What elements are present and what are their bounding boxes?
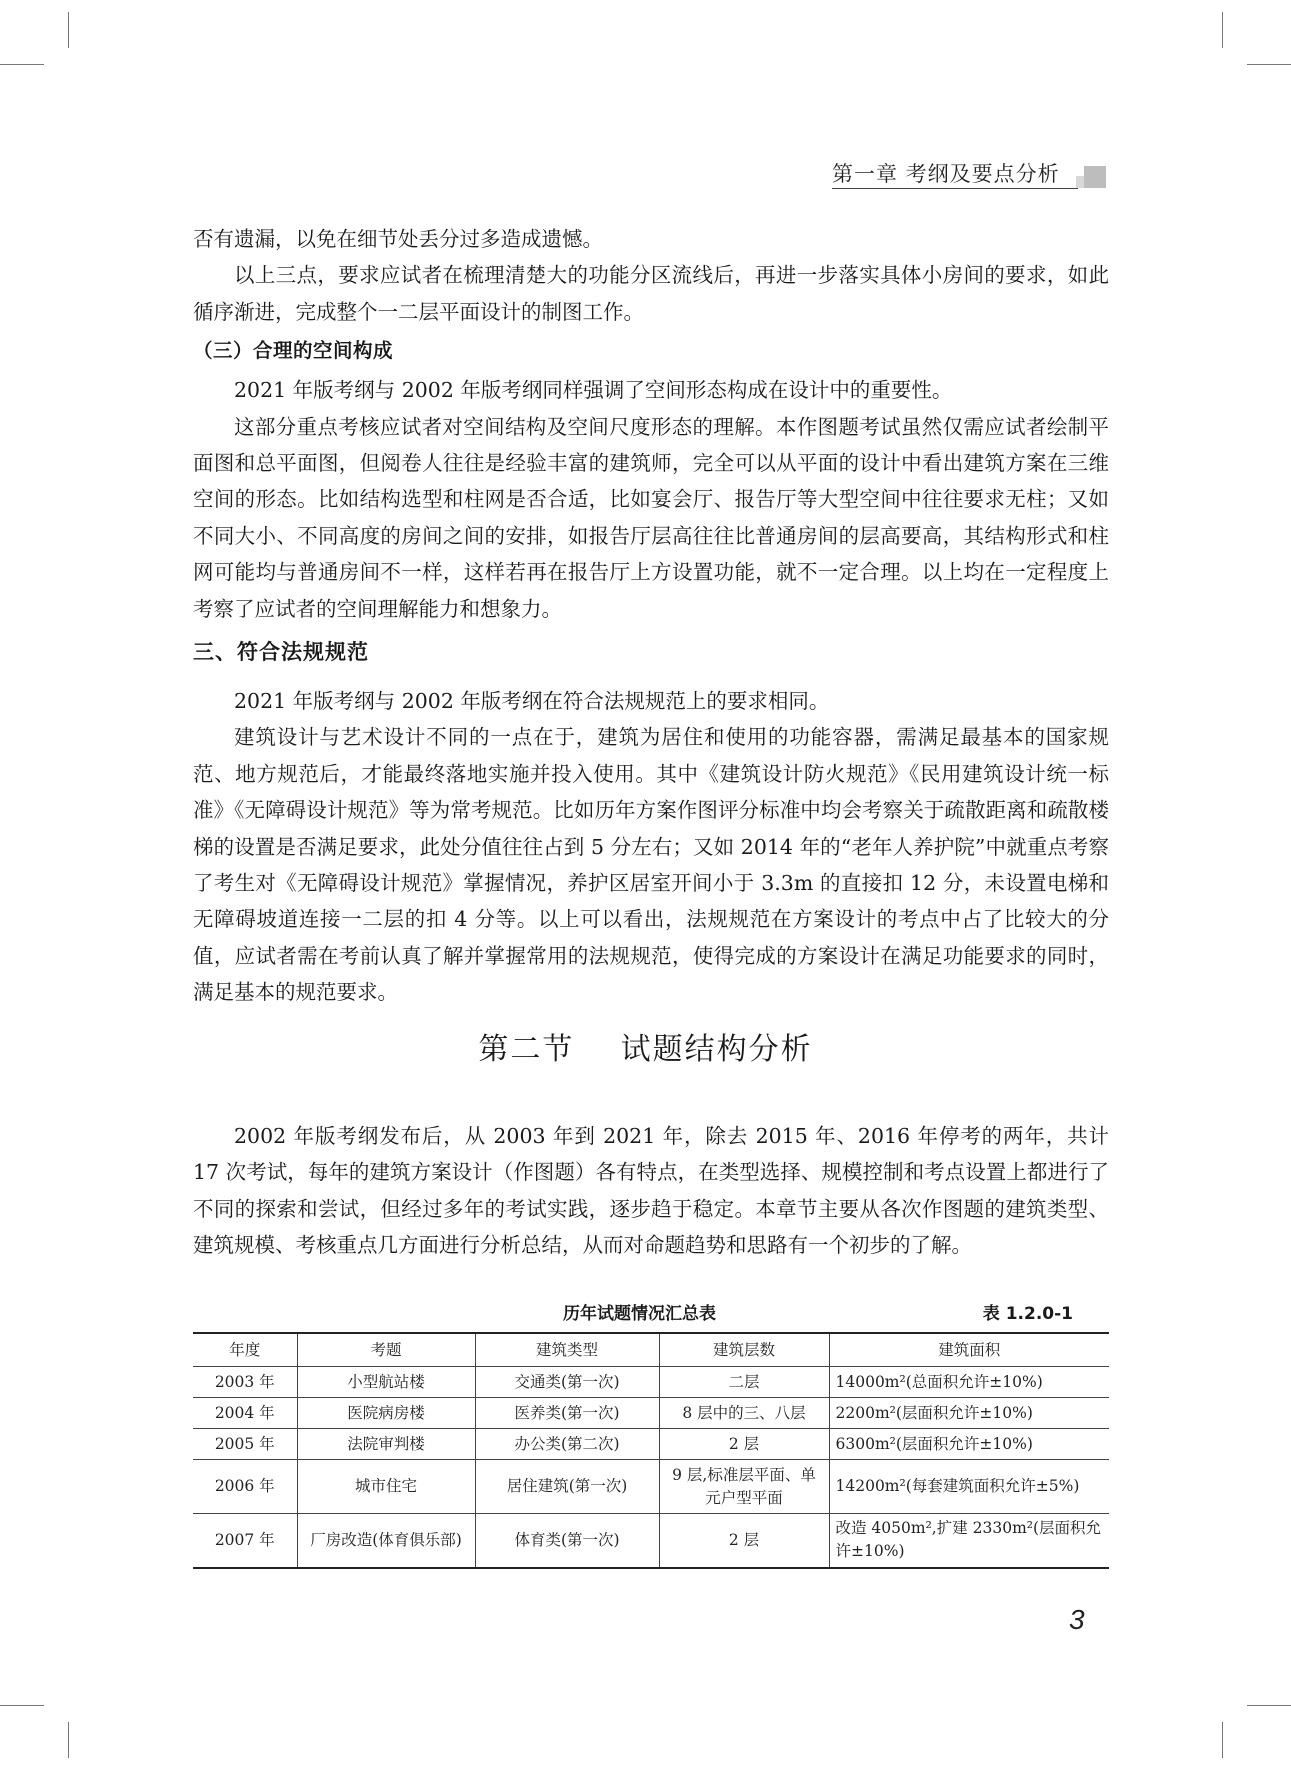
cell-year: 2007 年 <box>193 1514 297 1568</box>
paragraph: 以上三点，要求应试者在梳理清楚大的功能分区流线后，再进一步落实具体小房间的要求，如此循序渐进，完成整个一二层平面设计的制图工作。 <box>193 263 1109 324</box>
table-title: 历年试题情况汇总表 <box>563 1304 716 1324</box>
paragraph: 2002 年版考纲发布后，从 2003 年到 2021 年，除去 2015 年、2016 年停考的两年，共计 17 次考试，每年的建筑方案设计（作图题）各有特点，在类型选择、规模控制和考点设置上都进行了不同的探索和尝试，但经过多年的考试实践，逐步趋于稳定。本章节主要从各次作图题的建筑类型、建筑规模、考核重点几方面进行分析总结，从而对命题趋势和思路有一个初步的了解。 <box>193 1124 1109 1258</box>
running-head-ornament <box>1084 166 1106 188</box>
crop-mark <box>68 12 69 48</box>
cell-area: 2200m²(层面积允许±10%) <box>829 1398 1109 1429</box>
cell-year: 2006 年 <box>193 1460 297 1514</box>
cell-type: 交通类(第一次) <box>475 1367 659 1398</box>
section-law <box>193 633 1109 671</box>
cell-area: 14000m²(总面积允许±10%) <box>829 1367 1109 1398</box>
paragraph: 2021 年版考纲与 2002 年版考纲在符合法规规范上的要求相同。 <box>234 689 830 713</box>
chapter-title <box>0 1024 1291 1068</box>
cell-type: 居住建筑(第一次) <box>475 1460 659 1514</box>
cell-year: 2005 年 <box>193 1429 297 1460</box>
cell-area: 14200m²(每套建筑面积允许±5%) <box>829 1460 1109 1514</box>
history-table <box>193 1332 1109 1569</box>
crop-mark <box>68 1722 69 1758</box>
crop-mark <box>0 1705 44 1706</box>
cell-area: 改造 4050m²,扩建 2330m²(层面积允许±10%) <box>829 1514 1109 1568</box>
cell-floors: 2 层 <box>659 1514 829 1568</box>
column-header: 年度 <box>193 1333 297 1367</box>
cell-year: 2003 年 <box>193 1367 297 1398</box>
table-row <box>193 1514 1109 1568</box>
cell-type: 办公类(第二次) <box>475 1429 659 1460</box>
body-text <box>193 221 1109 627</box>
table-row <box>193 1367 1109 1398</box>
crop-mark <box>1247 64 1291 65</box>
crop-mark <box>1247 1705 1291 1706</box>
cell-floors: 8 层中的三、八层 <box>659 1398 829 1429</box>
running-head <box>832 158 1114 188</box>
crop-mark <box>1222 12 1223 48</box>
column-header: 建筑层数 <box>659 1333 829 1367</box>
table-row <box>193 1460 1109 1514</box>
body-text <box>193 1118 1109 1264</box>
chapter-title-text: 第二节 试题结构分析 <box>478 1032 813 1067</box>
crop-mark <box>0 64 44 65</box>
cell-topic: 小型航站楼 <box>297 1367 475 1398</box>
cell-area: 6300m²(层面积允许±10%) <box>829 1429 1109 1460</box>
table-caption <box>193 1299 1109 1325</box>
column-header: 考题 <box>297 1333 475 1367</box>
cell-topic: 医院病房楼 <box>297 1398 475 1429</box>
running-head-text: 第一章 考纲及要点分析 <box>832 162 1060 186</box>
table-header-row <box>193 1333 1109 1367</box>
cell-type: 医养类(第一次) <box>475 1398 659 1429</box>
body-text <box>193 683 1109 1011</box>
cell-topic: 厂房改造(体育俱乐部) <box>297 1514 475 1568</box>
paragraph: 2021 年版考纲与 2002 年版考纲同样强调了空间形态构成在设计中的重要性。 <box>234 378 953 403</box>
cell-floors: 2 层 <box>659 1429 829 1460</box>
cell-topic: 法院审判楼 <box>297 1429 475 1460</box>
cell-year: 2004 年 <box>193 1398 297 1429</box>
table-row <box>193 1398 1109 1429</box>
cell-topic: 城市住宅 <box>297 1460 475 1514</box>
page-number: 3 <box>1069 1604 1085 1635</box>
cell-floors: 9 层,标准层平面、单元户型平面 <box>659 1460 829 1514</box>
table-row <box>193 1429 1109 1460</box>
paragraph: 建筑设计与艺术设计不同的一点在于，建筑为居住和使用的功能容器，需满足最基本的国家规范、地方规范后，才能最终落地实施并投入使用。其中《建筑设计防火规范》《民用建筑设计统一标准》《无障碍设计规范》等为常考规范。比如历年方案作图评分标准中均会考察关于疏散距离和疏散楼梯的设置是否满足要求，此处分值往往占到 5 分左右；又如 2014 年的“老年人养护院”中就重点考察了考生对《无障碍设计规范》掌握情况，养护区居室开间小于 3.3m 的直接扣 12 分，未设置电梯和无障碍坡道连接一二层的扣 4 分等。以上可以看出，法规规范在方案设计的考点中占了比较大的分值，应试者需在考前认真了解并掌握常用的法规规范，使得完成的方案设计在满足功能要求的同时，满足基本的规范要求。 <box>193 725 1109 1005</box>
column-header: 建筑面积 <box>829 1333 1109 1367</box>
subheading: （三）合理的空间构成 <box>193 339 394 363</box>
cell-floors: 二层 <box>659 1367 829 1398</box>
paragraph: 这部分重点考核应试者对空间结构及空间尺度形态的理解。本作图题考试虽然仅需应试者绘制平面图和总平面图，但阅卷人往往是经验丰富的建筑师，完全可以从平面的设计中看出建筑方案在三维空间的形态。比如结构选型和柱网是否合适，比如宴会厅、报告厅等大型空间中往往要求无柱；又如不同大小、不同高度的房间之间的安排，如报告厅层高往往比普通房间的层高要高，其结构形式和柱网可能均与普通房间不一样，这样若再在报告厅上方设置功能，就不一定合理。以上均在一定程度上考察了应试者的空间理解能力和想象力。 <box>193 414 1109 621</box>
section-heading: 三、符合法规规范 <box>193 639 369 664</box>
column-header: 建筑类型 <box>475 1333 659 1367</box>
running-head-rule <box>832 188 1078 189</box>
paragraph: 否有遗漏，以免在细节处丢分过多造成遗憾。 <box>193 227 603 251</box>
table-number: 表 1.2.0-1 <box>982 1304 1073 1324</box>
cell-type: 体育类(第一次) <box>475 1514 659 1568</box>
crop-mark <box>1222 1722 1223 1758</box>
